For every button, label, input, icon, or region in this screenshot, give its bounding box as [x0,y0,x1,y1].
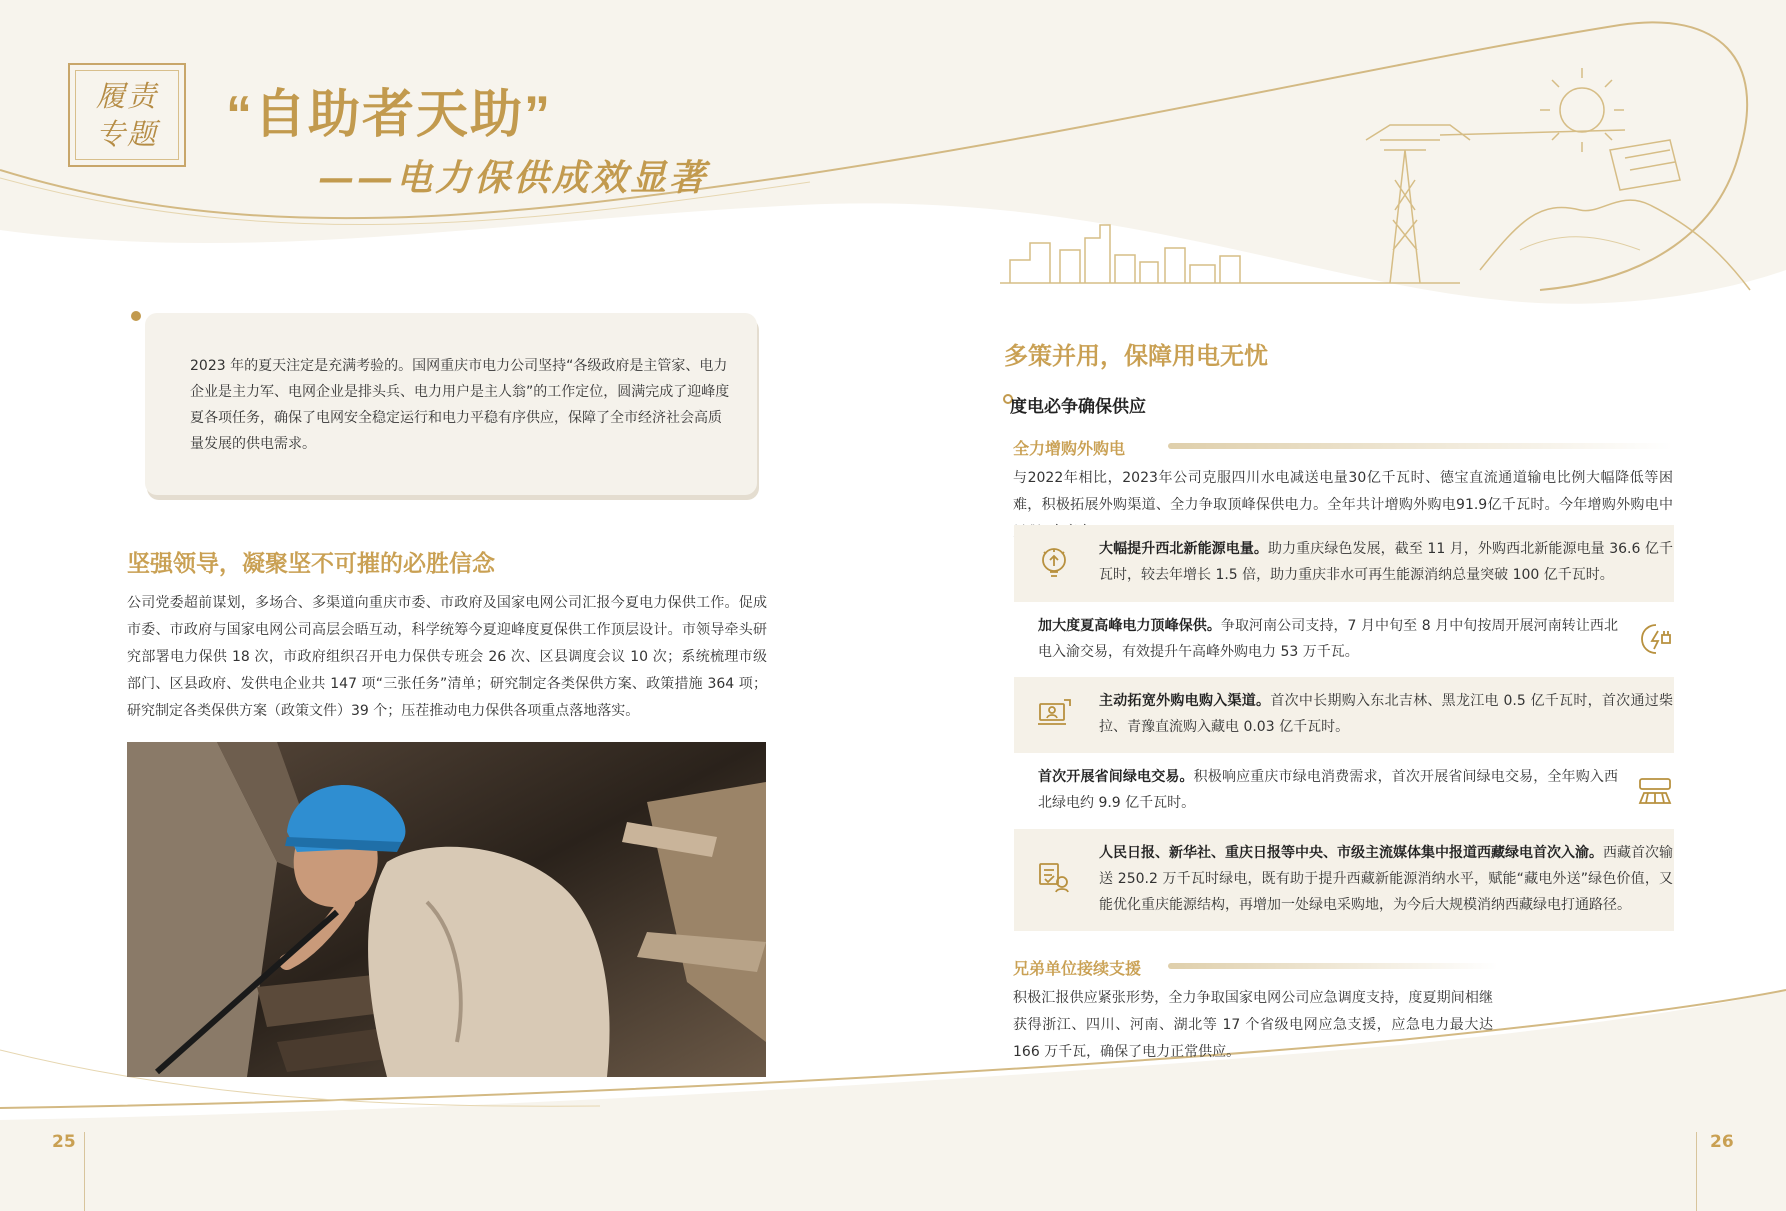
power-plug-icon [1638,621,1674,661]
highlight-1-text: 助力重庆绿色发展，截至 11 月，外购西北新能源电量 36.6 亿千瓦时，较去年增长 1.5 倍，助力重庆非水可再生能源消纳总量突破 100 亿千瓦时。 [1099,541,1674,583]
page-title: “自助者天助” [226,86,553,144]
page-rule-left [84,1132,85,1211]
heading-support: 兄弟单位接续支援 [1013,959,1142,978]
heading-support-rule [1168,963,1498,969]
computer-user-icon [1036,696,1072,736]
highlight-2-text: 争取河南公司支持，7 月中旬至 8 月中旬按周开展河南转让西北电入渝交易，有效提升午高峰外购电力 53 万千瓦。 [1038,618,1619,660]
lightbulb-icon [1036,544,1072,584]
highlight-3 [1099,688,1673,740]
highlight-4-text: 积极响应重庆市绿电消费需求，首次开展省间绿电交易，全年购入西北绿电约 9.9 亿千瓦时。 [1038,769,1619,811]
intro-bullet [131,311,141,321]
page-subtitle: ——电力保供成效显著 [318,157,709,199]
highlight-5-text: 西藏首次输送 250.2 万千瓦时绿电，既有助于提升西藏新能源消纳水平，赋能“藏电外送”绿色价值，又能优化重庆能源结构，再增加一处绿电采购地，为今后大规模消纳西藏绿电打通路径。 [1099,845,1673,913]
section-title-leadership: 坚强领导，凝聚坚不可摧的必胜信念 [127,550,495,576]
page-number-left: 25 [52,1132,76,1152]
intro-paragraph: 2023 年的夏天注定是充满考验的。国网重庆市电力公司坚持“各级政府是主管家、电力企业是主力军、电网企业是排头兵、电力用户是主人翁”的工作定位，圆满完成了迎峰度夏各项任务，确保了电网安全稳定运行和电力平稳有序供应，保障了全市经济社会高质量发展的供电需求。 [190,358,730,452]
sub-title: 度电必争确保供应 [1010,397,1146,417]
heading-purchase-rule [1168,443,1673,449]
worker-photo [127,742,766,1077]
section-title-measures: 多策并用，保障用电无忧 [1004,343,1268,370]
highlight-2 [1038,613,1618,665]
topic-stamp [68,63,186,167]
page-rule-right [1696,1132,1697,1211]
stamp-line1: 履责 [95,79,158,113]
highlight-4-title: 首次开展省间绿电交易。 [1038,769,1194,785]
page-number-right: 26 [1710,1132,1734,1152]
solar-panel-icon [1636,773,1674,813]
highlight-5 [1099,840,1673,918]
highlight-4 [1038,764,1618,816]
highlight-3-text: 首次中长期购入东北吉林、黑龙江电 0.5 亿千瓦时，首次通过柴拉、青豫直流购入藏电 0.03 亿千瓦时。 [1099,693,1674,735]
highlight-2-title: 加大度夏高峰电力顶峰保供。 [1038,618,1221,634]
support-paragraph: 积极汇报供应紧张形势，全力争取国家电网公司应急调度支持，度夏期间相继获得浙江、四川、河南、湖北等 17 个省级电网应急支援，应急电力最大达 166 万千瓦，确保了电力正常供应。 [1013,990,1493,1060]
highlight-5-title: 人民日报、新华社、重庆日报等中央、市级主流媒体集中报道西藏绿电首次入渝。 [1099,845,1603,861]
highlight-3-title: 主动拓宽外购电购入渠道。 [1099,693,1271,709]
purchase-paragraph: 与2022年相比，2023年公司克服四川水电减送电量30亿千瓦时、德宝直流通道输电比例大幅降低等困难，积极拓展外购渠道、全力争取顶峰保供电力。全年共计增购外购电91.9亿千瓦时。今年增购外购电中 [1013,470,1673,513]
stamp-line2: 专题 [95,117,158,151]
heading-purchase: 全力增购外购电 [1013,439,1126,458]
leadership-paragraph: 公司党委超前谋划，多场合、多渠道向重庆市委、市政府及国家电网公司汇报今夏电力保供工作。促成市委、市政府与国家电网公司高层会晤互动，科学统筹今夏迎峰度夏保供工作顶层设计。市领导牵头研究部署电力保供 18 次，市政府组织召开电力保供专班会 26 次、区县调度会议 10 次；系统梳理市级部门、区县政府、发供电企业共 147 项“三张任务”清单；研究制定各类保供方案、政策措施 364 项；研究制定各类保供方案（政策文件）39 个；压茬推动电力保供各项重点落地落实。 [127,595,767,719]
worker-illustration [127,742,766,1077]
media-report-icon [1036,860,1072,900]
highlight-1-title: 大幅提升西北新能源电量。 [1099,541,1268,557]
highlight-1 [1099,536,1673,588]
